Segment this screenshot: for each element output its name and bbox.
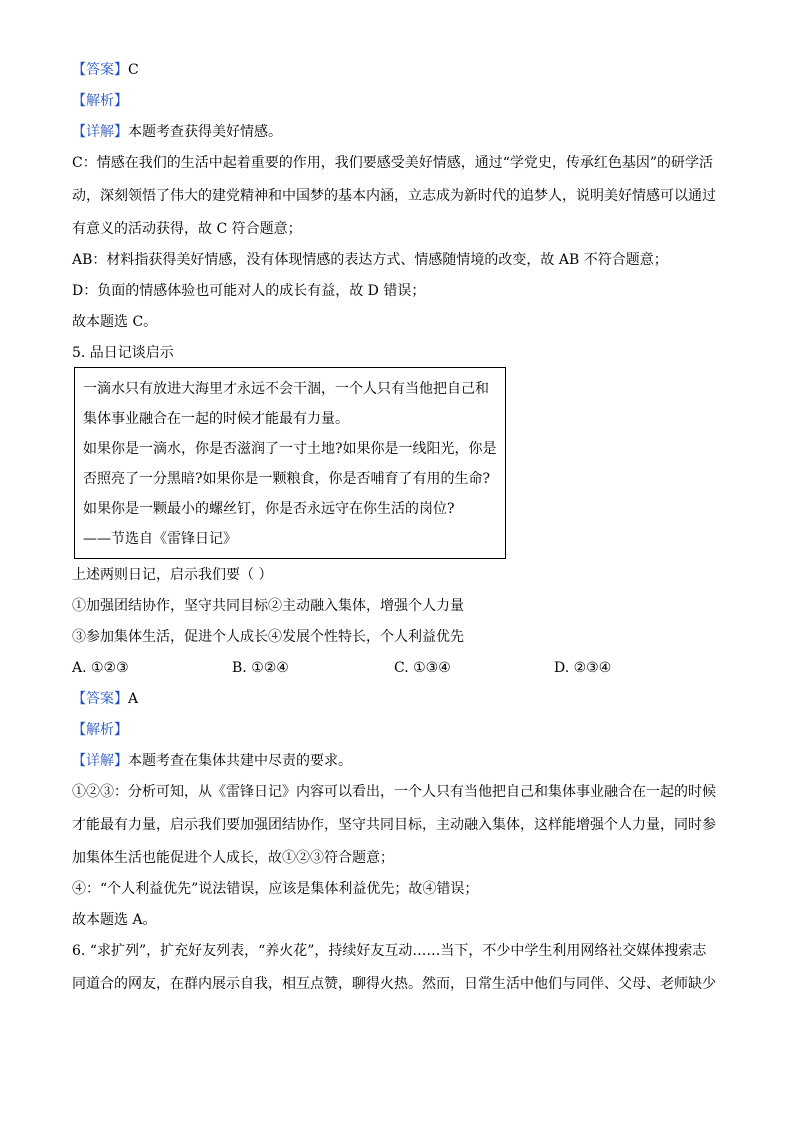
q6-stem [72, 941, 732, 994]
q5-p1-line-1: ①②③：分析可知，从《雷锋日记》内容可以看出，一个人只有当他把自己和集体事业融合在一起的时候 [72, 784, 716, 800]
q4-c-line-3: 有意义的活动获得，故 C 符合题意； [72, 221, 302, 237]
q5-answer-value: A [128, 691, 139, 707]
q5-stem: 5. 品日记谈启示 [72, 345, 174, 361]
q5-option-a: A. ①②③ [72, 660, 129, 676]
q5-option-c: C. ①③④ [394, 660, 451, 676]
q4-answer-tag: 【答案】 [72, 62, 128, 78]
q4-detail-text: 本题考查获得美好情感。 [128, 124, 282, 140]
q4-c-line-1: C：情感在我们的生活中起着重要的作用，我们要感受美好情感，通过“学党史，传承红色基因”的研学活 [72, 155, 714, 171]
quote-line: 如果你是一滴水，你是否滋润了一寸土地?如果你是一线阳光，你是 [83, 441, 497, 457]
q4-detail-tag: 【详解】 [72, 124, 128, 140]
q4-answer-value: C [128, 62, 139, 78]
q4-c-line-2: 动，深刻领悟了伟大的建党精神和中国梦的基本内涵，立志成为新时代的追梦人，说明美好情感可以通过 [72, 188, 716, 204]
q5-detail-text: 本题考查在集体共建中尽责的要求。 [128, 753, 352, 769]
q4-d-paragraph: D：负面的情感体验也可能对人的成长有益，故 D 错误； [72, 283, 426, 299]
q5-options [72, 658, 732, 678]
q4-conclusion: 故本题选 C。 [72, 314, 158, 330]
q5-conclusion: 故本题选 A。 [72, 912, 157, 928]
q6-line-1: 6. “求扩列”，扩充好友列表，“养火花”，持续好友互动……当下，不少中学生利用网络社交媒体搜索志 [72, 943, 707, 959]
quote-source: ——节选自《雷锋日记》 [83, 531, 237, 547]
q6-line-2: 同道合的网友，在群内展示自我，相互点赞，聊得火热。然而，日常生活中他们与同伴、父母、老师缺少 [72, 976, 716, 992]
quote-line: 一滴水只有放进大海里才永远不会干涸，一个人只有当他把自己和 [83, 381, 489, 397]
q5-analysis-paragraph [72, 782, 732, 868]
q4-detail-line [72, 122, 732, 142]
q5-statement-2: ③参加集体生活，促进个人成长④发展个性特长，个人利益优先 [72, 629, 464, 645]
q5-detail-tag: 【详解】 [72, 753, 128, 769]
q5-statement-1: ①加强团结协作，坚守共同目标②主动融入集体，增强个人力量 [72, 598, 464, 614]
q5-p1-line-3: 加集体生活也能促进个人成长，故①②③符合题意； [72, 850, 394, 866]
q5-quote-box [74, 367, 506, 559]
q4-ab-paragraph: AB：材料指获得美好情感，没有体现情感的表达方式、情感随情境的改变，故 AB 不符合题意； [72, 252, 668, 268]
quote-line: 如果你是一颗最小的螺丝钉，你是否永远守在你生活的岗位? [83, 501, 455, 517]
q4-analysis-tag: 【解析】 [72, 93, 128, 109]
q5-p2: ④：“个人利益优先”说法错误，应该是集体利益优先；故④错误； [72, 881, 479, 897]
q5-option-d: D. ②③④ [554, 660, 612, 676]
q4-answer-line [72, 60, 732, 80]
quote-line: 否照亮了一分黑暗?如果你是一颗粮食，你是否哺育了有用的生命? [83, 471, 491, 487]
quote-line: 集体事业融合在一起的时候才能最有力量。 [83, 411, 349, 427]
q5-p1-line-2: 才能最有力量，启示我们要加强团结协作，坚守共同目标，主动融入集体，这样能增强个人力量，同时参 [72, 817, 716, 833]
q5-analysis-tag: 【解析】 [72, 722, 128, 738]
q5-answer-line [72, 689, 732, 709]
q4-c-paragraph [72, 153, 732, 239]
document-page [72, 60, 732, 994]
q5-option-b: B. ①②④ [232, 660, 289, 676]
q5-detail-line [72, 751, 732, 771]
q5-answer-tag: 【答案】 [72, 691, 128, 707]
q5-question: 上述两则日记，启示我们要（ ） [72, 567, 273, 583]
